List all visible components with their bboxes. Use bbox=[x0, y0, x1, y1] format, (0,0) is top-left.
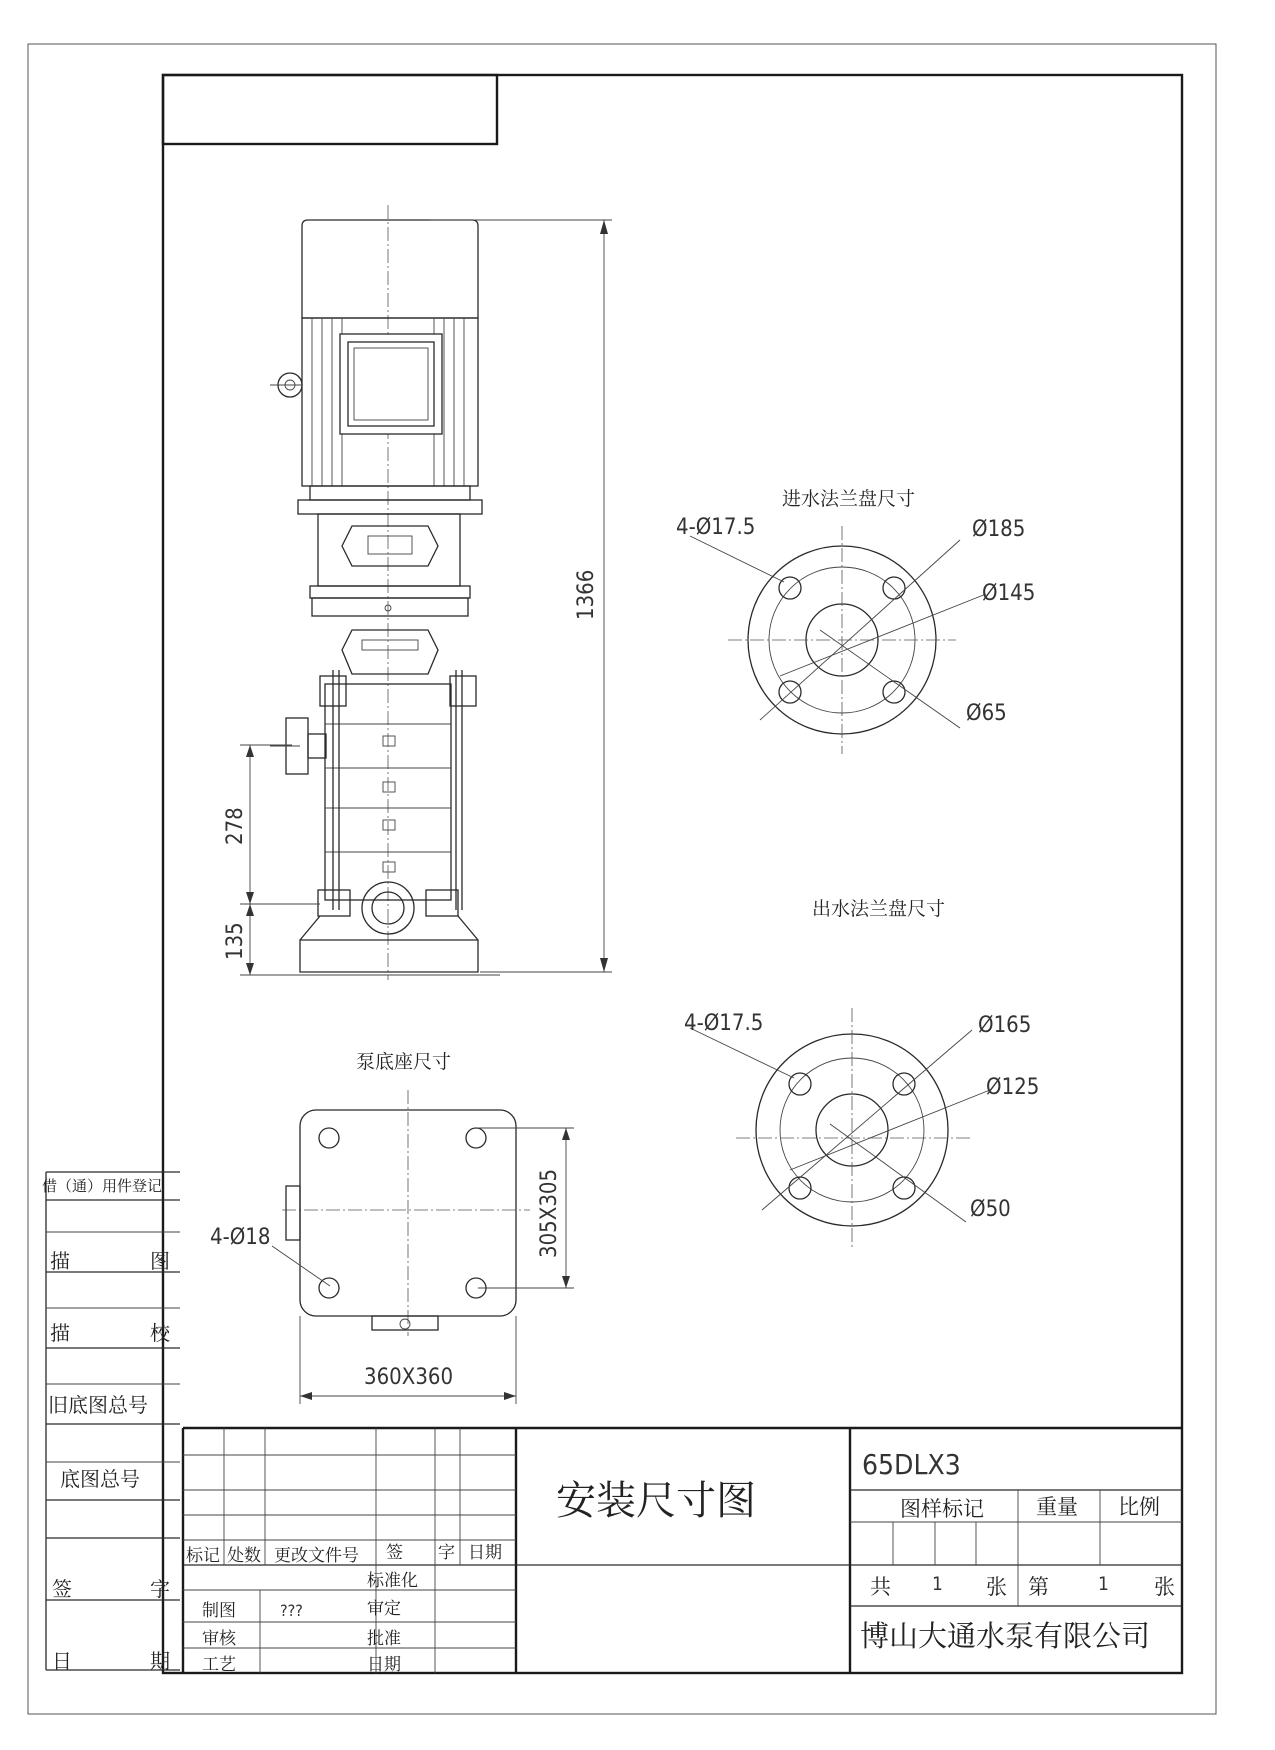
inlet-bore-dia-label: Ø65 bbox=[966, 701, 1007, 726]
inlet-flange bbox=[690, 526, 986, 754]
model-number: 65DLX3 bbox=[862, 1448, 961, 1481]
base-plan-view bbox=[272, 1090, 574, 1404]
date-label-b: 期 bbox=[150, 1649, 170, 1673]
drawing-frame bbox=[163, 75, 1182, 1673]
sheets-unit-a: 张 bbox=[986, 1575, 1007, 1599]
sheet-no-num: 1 bbox=[1098, 1573, 1109, 1595]
role-standard: 标准化 bbox=[367, 1571, 418, 1591]
rev-count-header: 处数 bbox=[227, 1546, 261, 1566]
rev-date-header: 日期 bbox=[468, 1543, 502, 1563]
role-process: 工艺 bbox=[202, 1655, 236, 1675]
inlet-holes-label: 4-Ø17.5 bbox=[676, 515, 756, 540]
sign-label-b: 字 bbox=[150, 1577, 170, 1601]
base-number-label: 底图总号 bbox=[60, 1467, 140, 1491]
role-approve: 批准 bbox=[367, 1629, 401, 1649]
outlet-height-label: 278 bbox=[223, 807, 248, 845]
outlet-flange bbox=[690, 1008, 990, 1248]
date-label-a: 日 bbox=[52, 1649, 72, 1673]
inlet-pitch-dia-label: Ø145 bbox=[982, 581, 1036, 606]
rev-mark-header: 标记 bbox=[186, 1546, 220, 1566]
sample-mark-header: 图样标记 bbox=[900, 1497, 984, 1521]
sheet-no-label: 第 bbox=[1028, 1575, 1049, 1599]
top-left-box bbox=[163, 75, 497, 144]
sheets-total-label: 共 bbox=[870, 1575, 891, 1599]
base-title: 泵底座尺寸 bbox=[356, 1051, 452, 1073]
rev-sign-header-a: 签 bbox=[386, 1543, 403, 1563]
rev-doc-header: 更改文件号 bbox=[274, 1546, 359, 1566]
outlet-holes-label: 4-Ø17.5 bbox=[684, 1011, 764, 1036]
pump-front-view bbox=[240, 205, 500, 980]
base-size-dim-label: 360X360 bbox=[364, 1365, 454, 1390]
inlet-flange-title: 进水法兰盘尺寸 bbox=[782, 488, 916, 510]
base-holes-label: 4-Ø18 bbox=[210, 1225, 271, 1250]
scale-header: 比例 bbox=[1118, 1495, 1160, 1519]
inlet-height-label: 135 bbox=[223, 922, 248, 960]
sheets-unit-b: 张 bbox=[1154, 1575, 1175, 1599]
company-name: 博山大通水泵有限公司 bbox=[860, 1619, 1151, 1653]
check-label-b: 校 bbox=[150, 1321, 170, 1345]
outlet-flange-title: 出水法兰盘尺寸 bbox=[812, 898, 946, 920]
trace-label-a: 描 bbox=[50, 1249, 70, 1273]
sheet-outline bbox=[28, 44, 1216, 1714]
drawing-title: 安装尺寸图 bbox=[556, 1478, 756, 1524]
trace-label-b: 图 bbox=[150, 1249, 170, 1273]
inlet-outer-dia-label: Ø185 bbox=[972, 517, 1026, 542]
role-review: 审核 bbox=[202, 1629, 236, 1649]
check-label-a: 描 bbox=[50, 1321, 70, 1345]
rev-sign-header-b: 字 bbox=[438, 1543, 455, 1563]
role-draw: 制图 bbox=[202, 1601, 236, 1621]
role-audit: 审定 bbox=[367, 1599, 401, 1619]
role-date: 日期 bbox=[367, 1655, 401, 1675]
weight-header: 重量 bbox=[1036, 1495, 1078, 1519]
outlet-outer-dia-label: Ø165 bbox=[978, 1013, 1032, 1038]
sign-label-a: 签 bbox=[52, 1577, 72, 1601]
borrow-register-label: 借（通）用件登记 bbox=[42, 1177, 163, 1195]
outlet-pitch-dia-label: Ø125 bbox=[986, 1075, 1040, 1100]
role-draw-name: ??? bbox=[280, 1601, 303, 1620]
outlet-bore-dia-label: Ø50 bbox=[970, 1197, 1011, 1222]
base-side-dim-label: 305X305 bbox=[537, 1168, 562, 1258]
sheets-total-num: 1 bbox=[932, 1573, 943, 1595]
height-dim-label: 1366 bbox=[574, 569, 599, 620]
old-base-number-label: 旧底图总号 bbox=[48, 1393, 148, 1417]
